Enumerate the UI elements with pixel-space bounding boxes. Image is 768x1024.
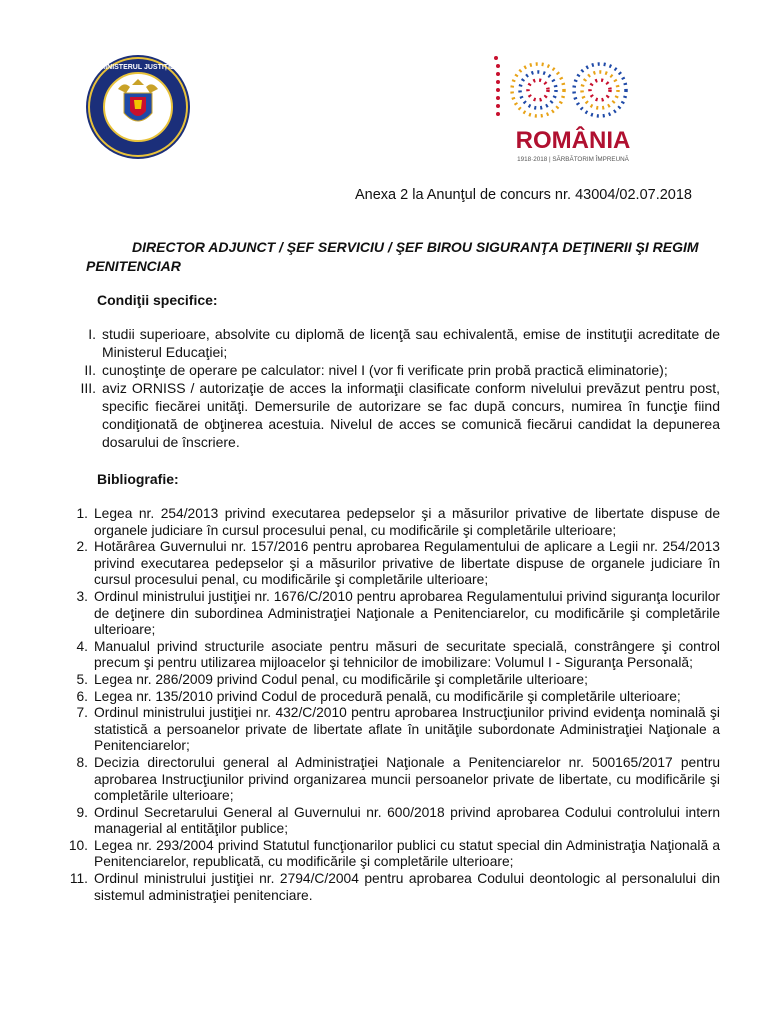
conditions-list [60, 325, 720, 451]
bibliography-item: 2. Hotărârea Guvernului nr. 157/2016 pentru aprobarea Regulamentului de aplicare a Legii nr. 254/2013 privind executarea pedepselor şi a măsurilor privative de libertate dispuse de organele judiciare în cursul procesului penal, cu modificările şi completările ulterioare; [76, 539, 720, 588]
condition-item: I. studii superioare, absolvite cu diplomă de licenţă sau echivalentă, emise de instituţii acreditate de Ministerul Educaţiei; [88, 326, 720, 360]
bibliography-item: 11. Ordinul ministrului justiţiei nr. 2794/C/2004 pentru aprobarea Codului deontologic al personalului din sistemul administraţiei penitenciare. [69, 871, 720, 903]
bibliography-item: 8. Decizia directorului general al Administraţiei Naţionale a Penitenciarelor nr. 500165/2017 pentru aprobarea Instrucţiunilor privind organizarea muncii persoanelor private de libertate, cu modificările şi completările ulterioare; [76, 754, 720, 804]
romania-centenary-logo [488, 50, 658, 168]
svg-text:1918·2018 | SĂRBĂTORIM ÎMPREUN: 1918·2018 | SĂRBĂTORIM ÎMPREUNĂ [517, 156, 629, 163]
bibliography-item: 9. Ordinul Secretarului General al Guvernului nr. 600/2018 privind aprobarea Codului controlului intern managerial al entităţilor publice; [76, 804, 720, 837]
annex-reference: Anexa 2 la Anunţul de concurs nr. 43004/02.07.2018 [355, 187, 692, 203]
bibliography-item: 3. Ordinul ministrului justiţiei nr. 1676/C/2010 pentru aprobarea Regulamentului privind siguranţa locurilor de deţinere din subordinea Administraţiei Naţionale a Penitenciarelor, cu modificările şi completările ulterioare; [76, 588, 720, 638]
position-title: DIRECTOR ADJUNCT / ŞEF SERVICIU / ŞEF BIROU SIGURANŢA DEŢINERII ŞI REGIM PENITENCIAR [86, 239, 699, 274]
svg-text:MINISTERUL JUSTIȚIEI: MINISTERUL JUSTIȚIEI [99, 64, 177, 71]
condition-item: III. aviz ORNISS / autorizaţie de acces la informaţii clasificate conform nivelului prevăzut pentru post, specific fiecărei unităţi. Demersurile de autorizare se fac după concurs, numirea în funcţie fiind condiţionată de obţinerea acestuia. Nivelul de acces se comunică fiecărui candidat la depunerea dosarului de înscriere. [80, 380, 720, 450]
bibliography-list [52, 506, 720, 904]
bibliography-item: 1. Legea nr. 254/2013 privind executarea pedepselor şi a măsurilor privative de libertate dispuse de organele judiciare în cursul procesului penal, cu modificările şi completările ulterioare; [76, 506, 720, 538]
bibliography-item: 10. Legea nr. 293/2004 privind Statutul funcţionarilor publici cu statut special din Administraţia Naţională a Penitenciarelor, republicată, cu modificările şi completările ulterioare; [68, 837, 720, 870]
svg-text:ROMÂNIA: ROMÂNIA [515, 127, 631, 154]
conditions-heading: Condiţii specifice: [97, 292, 218, 308]
bibliography-heading: Bibliografie: [97, 471, 179, 487]
ministry-seal-logo [84, 53, 192, 161]
bibliography-item: 6. Legea nr. 135/2010 privind Codul de procedură penală, cu modificările şi completările ulterioare; [76, 688, 681, 704]
condition-item: II. cunoştinţe de operare pe calculator: nivel I (vor fi verificate prin probă practică eliminatorie); [84, 362, 668, 378]
bibliography-item: 5. Legea nr. 286/2009 privind Codul penal, cu modificările şi completările ulterioare; [76, 671, 588, 687]
bibliography-item: 4. Manualul privind structurile asociate pentru măsuri de securitate specială, constrângere şi control precum şi pentru utilizarea mijloacelor şi tehnicilor de imobilizare: Volumul I - Siguranţa Personală; [76, 638, 720, 671]
bibliography-item: 7. Ordinul ministrului justiţiei nr. 432/C/2010 pentru aprobarea Instrucţiunilor privind evidenţa nominală şi statistică a persoanelor private de libertate aflate în unităţile subordonate Administraţiei Naţionale a Penitenciarelor; [76, 705, 720, 754]
